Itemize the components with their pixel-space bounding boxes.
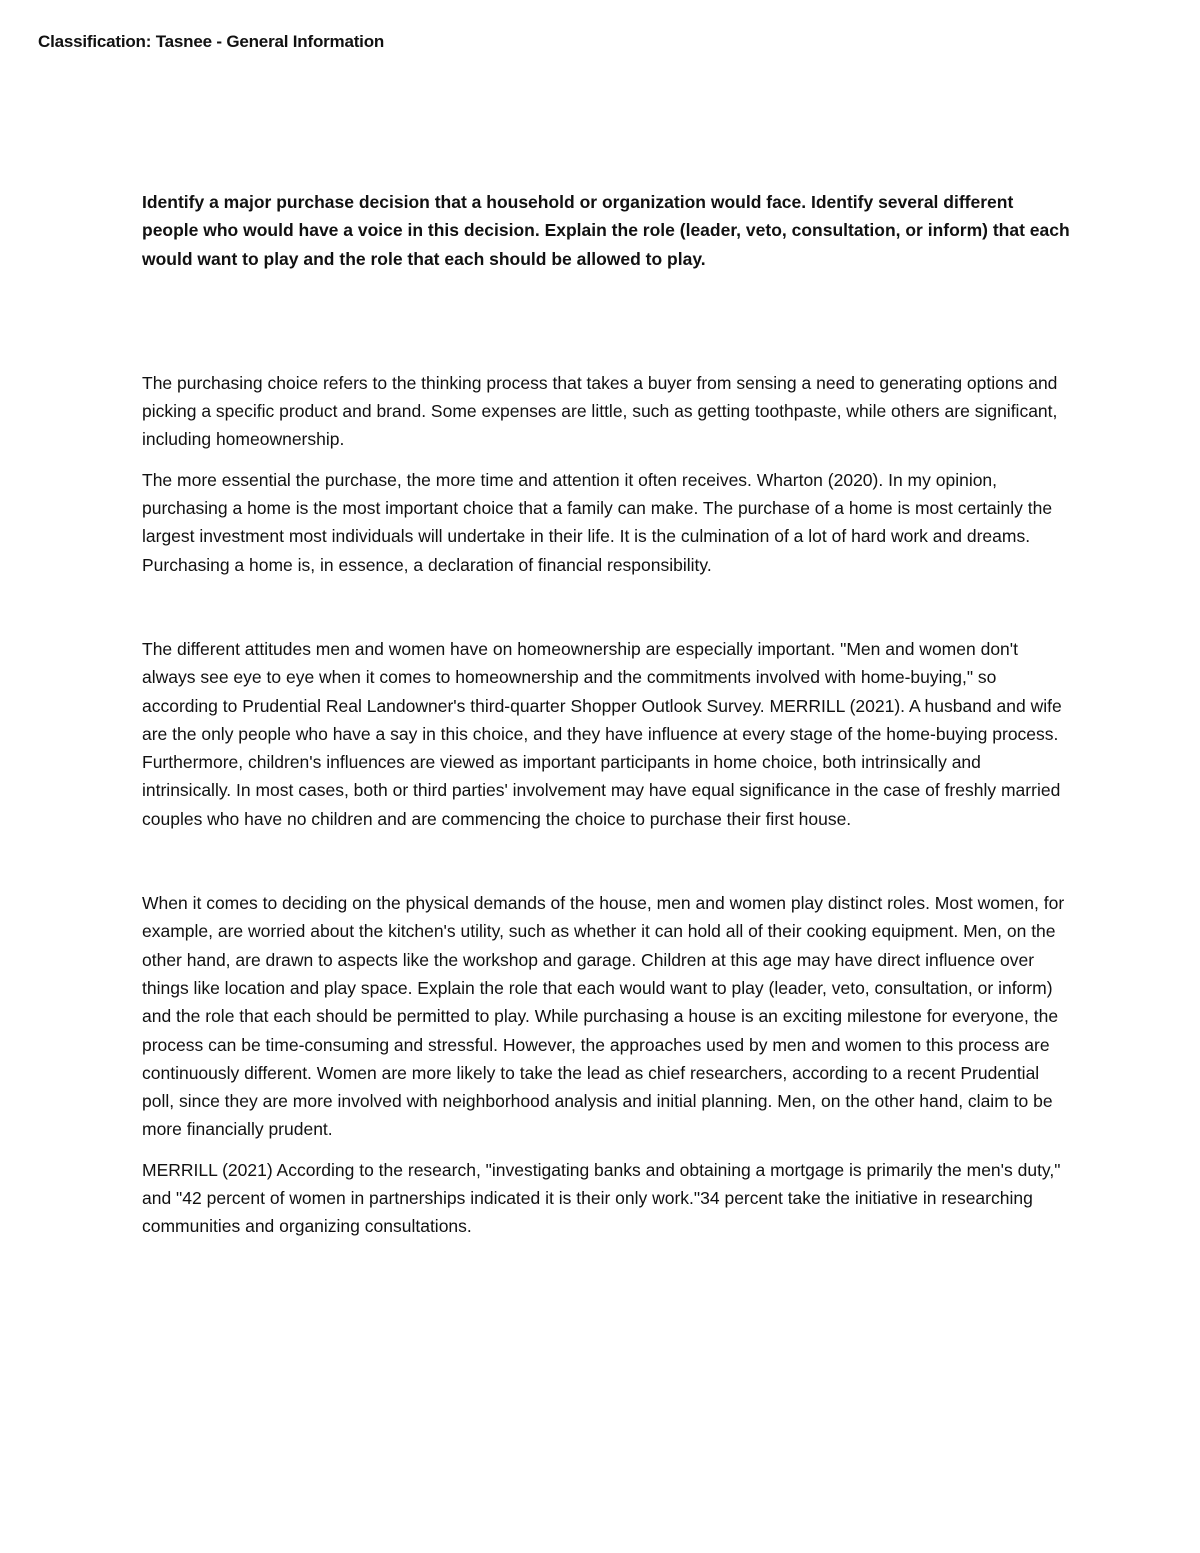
classification-label: Classification: Tasnee - General Information [38,32,385,51]
paragraph-3: The different attitudes men and women have on homeownership are especially important. "Men and women don't always see eye to eye when it comes to homeownership and the commitments involved with home-buying," so according to Prudential Real Landowner's third-quarter Shopper Outlook Survey. MERRILL (2021). A husband and wife are the only people who have a say in this choice, and they have influence at every stage of the home-buying process. Furthermore, children's influences are viewed as important participants in home choice, both intrinsically and intrinsically. In most cases, both or third parties' involvement may have equal significance in the case of freshly married couples who have no children and are commencing the choice to purchase their first house. [142,638,1062,829]
document-body [142,188,1072,1241]
paragraph-2: The more essential the purchase, the more time and attention it often receives. Wharton (2020). In my opinion, purchasing a home is the most important choice that a family can make. The purchase of a home is most certainly the largest investment most individuals will undertake in their life. It is the culmination of a lot of hard work and dreams. Purchasing a home is, in essence, a declaration of financial responsibility. [142,469,1053,575]
paragraph-4: When it comes to deciding on the physical demands of the house, men and women play distinct roles. Most women, for example, are worried about the kitchen's utility, such as whether it can hold all of their cooking equipment. Men, on the other hand, are drawn to aspects like the workshop and garage. Children at this age may have direct influence over things like location and play space. Explain the role that each would want to play (leader, veto, consultation, or inform) and the role that each should be permitted to play. While purchasing a house is an exciting milestone for everyone, the process can be time-consuming and stressful. However, the approaches used by men and women to this process are continuously different. Women are more likely to take the lead as chief researchers, according to a recent Prudential poll, since they are more involved with neighborhood analysis and initial planning. Men, on the other hand, claim to be more financially prudent. [142,893,1065,1140]
paragraph-1: The purchasing choice refers to the thinking process that takes a buyer from sensing a need to generating options and picking a specific product and brand. Some expenses are little, such as getting toothpaste, while others are significant, including homeownership. [142,372,1058,450]
paragraph-5: MERRILL (2021) According to the research, "investigating banks and obtaining a mortgage is primarily the men's duty," and "42 percent of women in partnerships indicated it is their only work."34 percent take the initiative in researching communities and organizing consultations. [142,1159,1061,1237]
question-prompt: Identify a major purchase decision that a household or organization would face. Identify several different people who would have a voice in this decision. Explain the role (leader, veto, consultation, or inform) that each would want to play and the role that each should be allowed to play. [142,192,1070,269]
